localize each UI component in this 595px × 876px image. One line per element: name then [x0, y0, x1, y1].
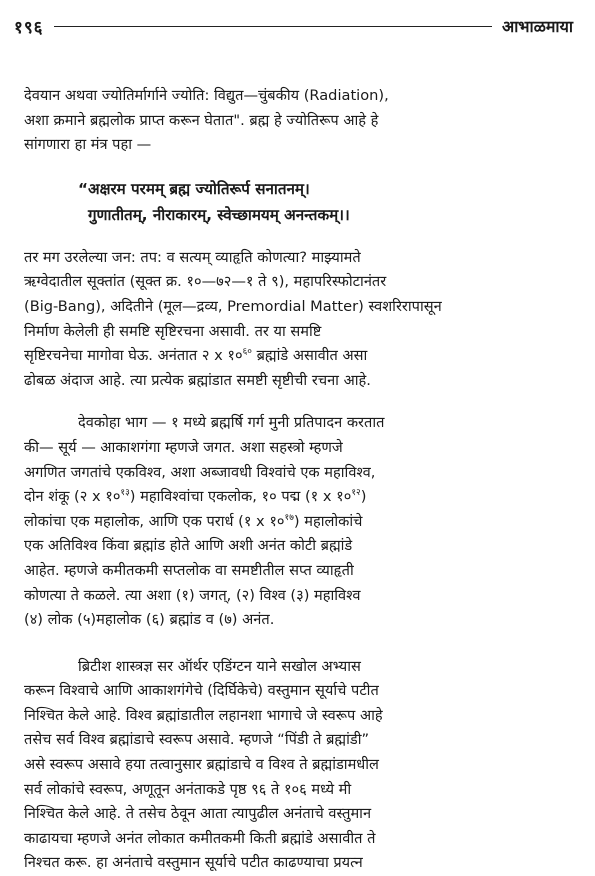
text-line: तसेच सर्व विश्व ब्रह्मांडाचे स्वरूप असावे. म्हणजे “पिंडी ते ब्रह्मांडी” [24, 731, 370, 749]
text-line: निश्चित केले आहे. विश्व ब्रह्मांडातील लहानशा भागाचे जे स्वरूप आहे [24, 706, 383, 724]
page-number: १९६ [14, 17, 44, 38]
text-line: असे स्वरूप असावे हया तत्वानुसार ब्रह्मांडाचे व विश्व ते ब्रह्मांडामधील [24, 756, 379, 774]
text-line: काढायचा म्हणजे अनंत लोकात कमीतकमी किती ब्रह्मांडे असावीत ते [24, 829, 376, 847]
text-line: ऋग्वेदातील सूक्तांत (सूक्त क्र. १०—७२—१ ते ९), महापरिस्फोटानंतर [24, 273, 387, 291]
verse-line-2: गुणातीतम्, नीराकारम्, स्वेच्छामयम् अनन्तकम्।। [88, 205, 350, 224]
book-title: आभाळमाया [501, 17, 573, 36]
text-line [24, 344, 573, 369]
text-line: तर मग उरलेल्या जन: तप: व सत्यम् व्याहृति कोणत्या? माझ्यामते [24, 248, 361, 266]
text-segment: ब्रह्मांडे असावीत असा [251, 347, 368, 365]
text-line: अगणित जगतांचे एकविश्व, अशा अब्जावधी विश्वांचे एक महाविश्व, [24, 463, 376, 481]
text-line: देवयान अथवा ज्योतिर्मार्गाने ज्योति: विद्युत—चुंबकीय (Radiation), [24, 87, 389, 104]
text-line: ब्रिटीश शास्त्रज्ञ सर ऑर्थर एडिंग्टन याने सखोल अभ्यास [78, 657, 361, 675]
text-line [24, 485, 573, 510]
text-line: निश्चत करू. हा अनंताचे वस्तुमान सूर्याचे पटीत काढण्याचा प्रयत्न [24, 854, 363, 872]
text-segment: लोकांचा एक महालोक, आणि एक परार्ध (१ x १० [24, 512, 285, 530]
text-line: कोणत्या ते कळले. त्या अशा (१) जगत्, (२) विश्व (३) महाविश्व [24, 586, 361, 604]
text-line: निश्चित केले आहे. ते तसेच ठेवून आता त्यापुढील अनंताचे वस्तुमान [24, 805, 372, 823]
verse-line-1: “अक्षरम परमम् ब्रह्म ज्योतिरूर्प सनातनम्। [78, 179, 310, 198]
sanskrit-verse [24, 176, 573, 228]
text-line: एक अतिविश्व किंवा ब्रह्मांड होते आणि अशी अनंत कोटी ब्रह्मांडे [24, 537, 353, 555]
text-line: (४) लोक (५)महालोक (६) ब्रह्मांड व (७) अनंत. [24, 611, 275, 629]
text-line: अशा क्रमाने ब्रह्मलोक प्राप्त करून घेतात". ब्रह्म हे ज्योतिरूप आहे हे [24, 111, 379, 129]
exponent: १२ [351, 488, 361, 499]
text-segment: दोन शंकू (२ x १० [24, 488, 121, 506]
text-line: सर्व लोकांचे स्वरूप, अणूतून अनंताकडे पृष्ठ ९६ ते १०६ मध्ये मी [24, 780, 352, 798]
exponent: १७ [284, 512, 294, 523]
text-line: आहेत. म्हणजे कमीतकमी सप्तलोक वा समष्टीतील सप्त व्याहृती [24, 561, 354, 579]
text-line: करून विश्वाचे आणि आकाशगंगेचे (दिर्घिकेचे) वस्तुमान सूर्याचे पटीत [24, 682, 379, 700]
exponent: ६० [242, 347, 252, 358]
text-line: सांगणारा हा मंत्र पहा — [24, 136, 152, 154]
paragraph-3 [24, 411, 573, 632]
page-body [24, 84, 573, 876]
text-line: देवकोहा भाग — १ मध्ये ब्रह्मर्षि गर्ग मुनी प्रतिपादन करतात [78, 414, 385, 432]
text-line: (Big-Bang), अदितीने (मूल—द्रव्य, Premordial Matter) स्वशरिरापासून [24, 297, 442, 315]
text-segment: ) [360, 488, 367, 506]
paragraph-2 [24, 246, 573, 394]
paragraph-1 [24, 84, 573, 158]
text-segment: ) महालोकांचे [293, 512, 363, 530]
exponent: १३ [120, 488, 130, 499]
paragraph-4 [24, 655, 573, 876]
text-line: निर्माण केलेली ही समष्टि सृष्टिरचना असावी. तर या समष्टि [24, 322, 322, 340]
text-line: ढोबळ अंदाज आहे. त्या प्रत्येक ब्रह्मांडात समष्टी सृष्टीची रचना आहे. [24, 371, 371, 389]
header-rule [54, 26, 492, 27]
text-line [24, 510, 573, 535]
text-segment: सृष्टिरचनेचा मागोवा घेऊ. अनंतात २ x १० [24, 347, 243, 365]
text-line: की— सूर्य — आकाशगंगा म्हणजे जगत. अशा सहस्त्रो म्हणजे [24, 438, 343, 456]
page-header [14, 14, 573, 38]
text-segment: ) महाविश्वांचा एकलोक, १० पद्म (१ x १० [129, 488, 352, 506]
